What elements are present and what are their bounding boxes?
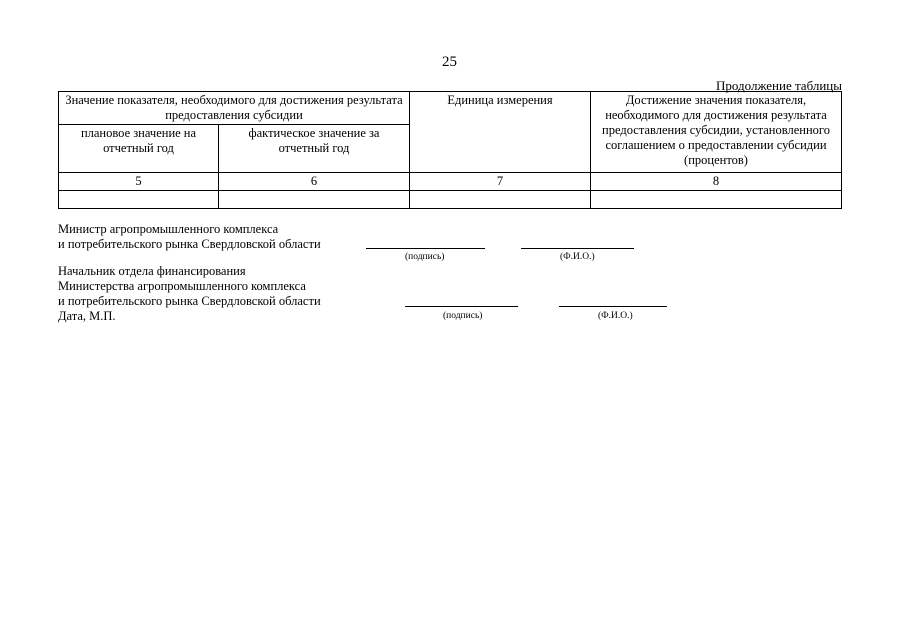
- table-cell: [591, 191, 842, 209]
- minister-signature-caption: (подпись): [405, 252, 445, 262]
- actual-value-header: фактическое значение за отчетный год: [219, 125, 410, 173]
- column-number: 8: [591, 173, 842, 191]
- finance-head-name-line: [559, 306, 667, 307]
- table-cell: [219, 191, 410, 209]
- date-stamp-label: Дата, М.П.: [58, 309, 116, 323]
- table-cell: [59, 191, 219, 209]
- minister-title-line2: и потребительского рынка Свердловской области: [58, 237, 321, 251]
- column-number: 6: [219, 173, 410, 191]
- minister-name-line: [521, 248, 634, 249]
- achievement-header: Достижение значения показателя, необходимого для достижения результата предоставления субсидии, установленного соглашением о предоставлении субсидии (процентов): [591, 92, 842, 173]
- page-number: 25: [442, 54, 457, 70]
- finance-head-signature-line: [405, 306, 518, 307]
- finance-head-name-caption: (Ф.И.О.): [598, 311, 633, 321]
- continuation-label: Продолжение таблицы: [716, 78, 842, 93]
- indicator-value-group-header: Значение показателя, необходимого для достижения результата предоставления субсидии: [59, 92, 410, 125]
- finance-head-title-line3: и потребительского рынка Свердловской области: [58, 294, 321, 308]
- finance-head-title-line2: Министерства агропромышленного комплекса: [58, 279, 306, 293]
- table-cell: [410, 191, 591, 209]
- column-number: 5: [59, 173, 219, 191]
- column-number-row: [59, 173, 842, 191]
- finance-head-signature-caption: (подпись): [443, 311, 483, 321]
- minister-name-caption: (Ф.И.О.): [560, 252, 595, 262]
- unit-header: Единица измерения: [410, 92, 591, 173]
- table-header-row: [59, 92, 842, 125]
- planned-value-header: плановое значение на отчетный год: [59, 125, 219, 173]
- indicator-table: [58, 91, 842, 209]
- minister-title-line1: Министр агропромышленного комплекса: [58, 222, 279, 236]
- table-row: [59, 191, 842, 209]
- minister-signature-line: [366, 248, 485, 249]
- column-number: 7: [410, 173, 591, 191]
- finance-head-title-line1: Начальник отдела финансирования: [58, 264, 246, 278]
